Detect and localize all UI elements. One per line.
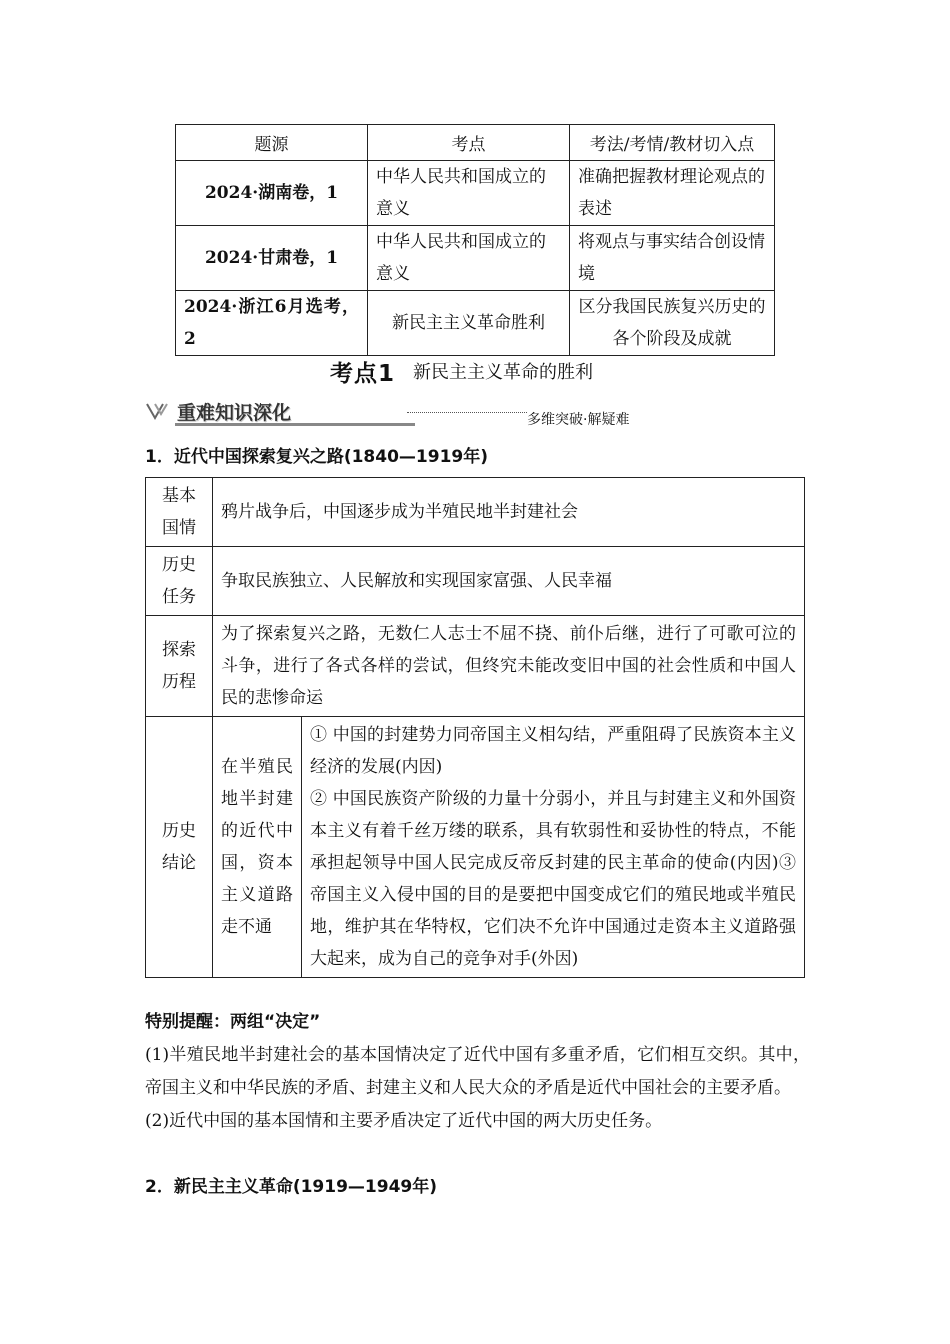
- kaodian-heading: [330, 356, 593, 386]
- conclusion-label: 历史结论: [146, 717, 213, 978]
- table-row: [176, 161, 775, 226]
- tip-block: [145, 1006, 810, 1138]
- row-approach: 区分我国民族复兴历史的各个阶段及成就: [570, 291, 775, 356]
- header-point: 考点: [368, 125, 570, 161]
- source-table: [175, 124, 775, 356]
- row-content: 为了探索复兴之路，无数仁人志士不屈不挠、前仆后继，进行了可歌可泣的斗争，进行了各式各样的尝试，但终究未能改变旧中国的社会性质和中国人民的悲惨命运: [213, 616, 805, 717]
- row-label: 基本国情: [146, 478, 213, 547]
- row-content: 争取民族独立、人民解放和实现国家富强、人民幸福: [213, 547, 805, 616]
- conclusion-reasons: [302, 717, 805, 978]
- source-table-header: [176, 125, 775, 161]
- table-row: [146, 478, 805, 547]
- banner-subtitle: 多维突破·解疑难: [527, 412, 630, 428]
- table-row: [146, 717, 805, 978]
- table-row: [146, 616, 805, 717]
- row-approach: 准确把握教材理论观点的表述: [570, 161, 775, 226]
- row-source: 2024·浙江6月选考，2: [176, 291, 368, 356]
- tip-heading: 特别提醒：两组“决定”: [145, 1012, 321, 1032]
- history-table: [145, 477, 805, 978]
- kaodian-title: 新民主主义革命的胜利: [413, 362, 594, 383]
- conclusion-reason-2: ② 中国民族资产阶级的力量十分弱小，并且与封建主义和外国资本主义有着千丝万缕的联系，具有软弱性和妥协性的特点，不能承担起领导中国人民完成反帝反封建的民主革命的使命(内因)③ 帝国主义入侵中国的目的是要把中国变成它们的殖民地或半殖民地，维护其在华特权，它们决不允许中国通过走资本主义道路强大起来，成为自己的竞争对手(外因): [310, 789, 796, 969]
- conclusion-sub: 在半殖民地半封建的近代中国，资本主义道路走不通: [213, 717, 302, 978]
- banner-dotted-leader: [407, 412, 527, 413]
- row-source: 2024·湖南卷，1: [176, 161, 368, 226]
- row-source: 2024·甘肃卷，1: [176, 226, 368, 291]
- table-row: [176, 291, 775, 356]
- row-approach: 将观点与事实结合创设情境: [570, 226, 775, 291]
- tip-paragraph-2: (2)近代中国的基本国情和主要矛盾决定了近代中国的两大历史任务。: [145, 1111, 663, 1131]
- row-point: 新民主主义革命胜利: [368, 291, 570, 356]
- section2-heading: 2．新民主主义革命(1919—1949年): [145, 1177, 437, 1197]
- header-approach: 考法/考情/教材切入点: [570, 125, 775, 161]
- row-label: 历史任务: [146, 547, 213, 616]
- tip-paragraph-1: (1)半殖民地半封建社会的基本国情决定了近代中国有多重矛盾，它们相互交织。其中，帝国主义和中华民族的矛盾、封建主义和人民大众的矛盾是近代中国社会的主要矛盾。: [145, 1045, 810, 1098]
- row-point: 中华人民共和国成立的意义: [368, 161, 570, 226]
- row-content: 鸦片战争后，中国逐步成为半殖民地半封建社会: [213, 478, 805, 547]
- table-row: [176, 226, 775, 291]
- table-row: [146, 547, 805, 616]
- banner-underline: [175, 423, 415, 426]
- chevron-down-icon: [145, 400, 175, 426]
- conclusion-reason-1: ① 中国的封建势力同帝国主义相勾结，严重阻碍了民族资本主义经济的发展(内因): [310, 725, 796, 777]
- section1-heading: 1．近代中国探索复兴之路(1840—1919年): [145, 447, 488, 467]
- header-source: 题源: [176, 125, 368, 161]
- kaodian-label: 考点1: [330, 360, 396, 387]
- row-point: 中华人民共和国成立的意义: [368, 226, 570, 291]
- banner-title: 重难知识深化: [177, 402, 292, 424]
- section-banner: [145, 398, 630, 430]
- row-label: 探索历程: [146, 616, 213, 717]
